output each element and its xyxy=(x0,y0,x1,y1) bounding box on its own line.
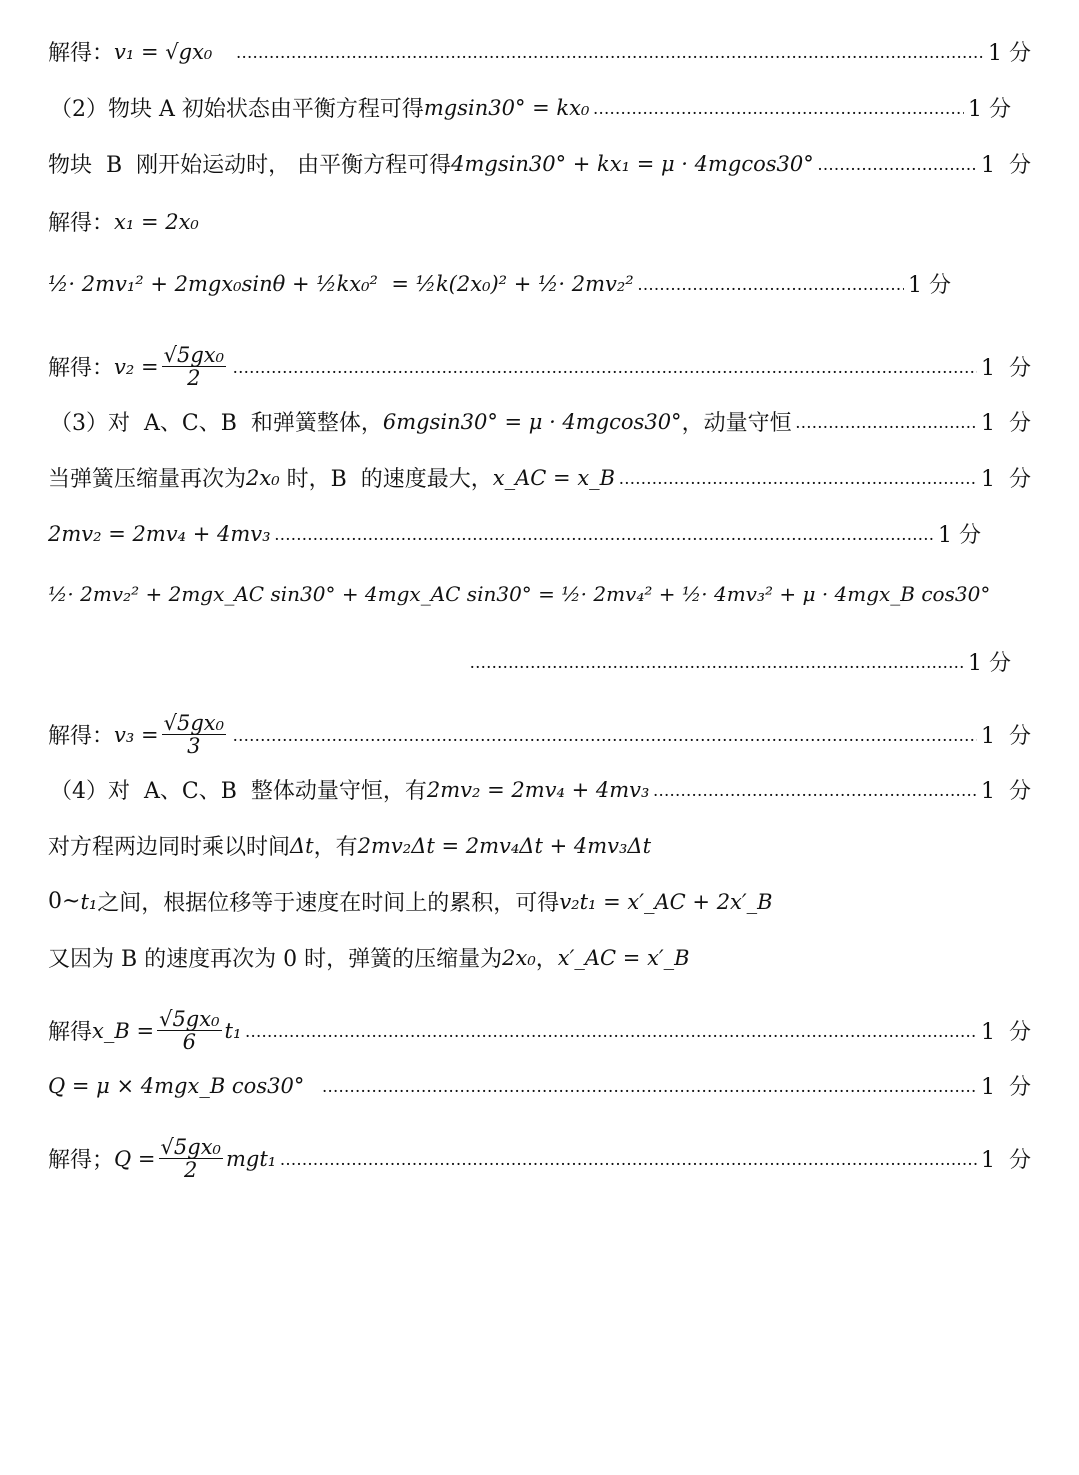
score-label: 1 分 xyxy=(938,523,981,548)
fraction-numerator: √5gx₀ xyxy=(159,1007,220,1031)
fraction xyxy=(162,344,226,389)
answer-line-9 xyxy=(48,518,1031,549)
dot-leader xyxy=(233,356,977,378)
answer-line-8 xyxy=(48,462,1031,493)
answer-line-7 xyxy=(50,406,1031,437)
formula-2: x_AC = x_B xyxy=(492,465,616,490)
score-label: 1 分 xyxy=(981,779,1031,804)
line-prefix: 解得 xyxy=(48,1020,93,1046)
dot-leader xyxy=(280,1148,977,1170)
answer-line-11 xyxy=(470,646,1031,677)
line-prefix: 0~ xyxy=(48,889,81,914)
score-label: 1 分 xyxy=(981,724,1031,750)
line-text: 之间，根据位移等于速度在时间上的累积，可得 xyxy=(97,891,560,916)
answer-line-13 xyxy=(50,774,1031,805)
fraction-denominator: 6 xyxy=(182,1030,196,1055)
line-prefix: 又因为 B 的速度再次为 0 时，弹簧的压缩量为 xyxy=(48,947,503,972)
answer-line-2 xyxy=(50,92,1031,123)
line-prefix: （3）对 A、C、B 和弹簧整体， xyxy=(50,411,383,436)
line-prefix: （2）物块 A 初始状态由平衡方程可得 xyxy=(50,97,424,122)
formula: v₁ = √gx₀ xyxy=(114,39,213,64)
dot-leader xyxy=(245,1020,977,1042)
dot-leader xyxy=(470,651,964,673)
line-prefix: 物块 B 刚开始运动时， 由平衡方程可得 xyxy=(48,153,452,178)
formula: 6mgsin30° = μ · 4mgcos30° xyxy=(382,409,682,434)
line-prefix: 解得： xyxy=(48,211,115,236)
score-label: 1 分 xyxy=(981,1020,1031,1046)
line-text: 时，B 的速度最大， xyxy=(279,467,493,492)
formula: x_B = xyxy=(92,1018,155,1043)
line-prefix: 解得； xyxy=(48,1148,115,1174)
dot-leader xyxy=(236,41,984,63)
dot-leader xyxy=(638,273,904,295)
line-prefix: 解得： xyxy=(48,41,115,66)
fraction-denominator: 2 xyxy=(187,366,201,391)
fraction-numerator: √5gx₀ xyxy=(163,343,225,367)
fraction-numerator: √5gx₀ xyxy=(160,1135,221,1159)
dot-leader xyxy=(322,1075,977,1097)
score-label: 1 分 xyxy=(981,153,1031,178)
score-label: 1 分 xyxy=(981,411,1031,436)
formula: Q = xyxy=(114,1146,156,1171)
formula-2: 2mv₂Δt = 2mv₄Δt + 4mv₃Δt xyxy=(357,833,652,858)
formula: x₁ = 2x₀ xyxy=(114,209,199,234)
answer-line-18 xyxy=(48,1070,1031,1101)
line-text: ，动量守恒 xyxy=(681,411,792,436)
line-prefix: 解得： xyxy=(48,724,115,750)
answer-line-10 xyxy=(48,582,1031,606)
formula: ½· 2mv₂² + 2mgx_AC sin30° + 4mgx_AC sin30° = ½· 2mv₄² + ½· 4mv₃² + μ · 4mgx_B cos30° xyxy=(48,582,991,606)
fraction-denominator: 3 xyxy=(187,734,201,759)
formula: Δt xyxy=(290,833,314,858)
formula: t₁ xyxy=(80,889,98,914)
formula: 4mgsin30° + kx₁ = μ · 4mgcos30° xyxy=(451,151,814,176)
answer-line-12 xyxy=(48,712,1031,757)
fraction-numerator: √5gx₀ xyxy=(163,711,225,735)
dot-leader xyxy=(275,523,934,545)
formula-tail: mgt₁ xyxy=(225,1146,277,1171)
answer-line-15 xyxy=(48,886,1031,917)
dot-leader xyxy=(653,779,977,801)
fraction xyxy=(159,1136,223,1181)
answer-line-16 xyxy=(48,942,1031,973)
score-label: 1 分 xyxy=(968,97,1011,122)
line-text: ， xyxy=(535,947,558,972)
answer-line-19 xyxy=(48,1136,1031,1181)
formula-tail: t₁ xyxy=(224,1018,242,1043)
dot-leader xyxy=(593,97,964,119)
dot-leader xyxy=(233,724,977,746)
dot-leader xyxy=(619,467,977,489)
fraction xyxy=(162,712,226,757)
formula: 2mv₂ = 2mv₄ + 4mv₃ xyxy=(48,521,271,546)
formula-2: x′_AC = x′_B xyxy=(557,945,690,970)
score-label: 1 分 xyxy=(981,467,1031,492)
score-label: 1 分 xyxy=(981,1075,1031,1100)
answer-line-4 xyxy=(48,206,1031,237)
score-label: 1 分 xyxy=(908,273,951,298)
formula: mgsin30° = kx₀ xyxy=(423,95,590,120)
score-label: 1 分 xyxy=(981,356,1031,382)
answer-line-6 xyxy=(48,344,1031,389)
line-prefix: 对方程两边同时乘以时间 xyxy=(48,835,291,860)
answer-line-17 xyxy=(48,1008,1031,1053)
formula: v₂ = xyxy=(114,354,159,379)
dot-leader xyxy=(818,153,977,175)
dot-leader xyxy=(796,411,977,433)
score-label: 1 分 xyxy=(988,41,1031,66)
answer-line-5 xyxy=(48,268,1031,299)
line-text: ，有 xyxy=(313,835,358,860)
line-prefix: （4）对 A、C、B 整体动量守恒，有 xyxy=(50,779,427,804)
formula: 2x₀ xyxy=(502,945,536,970)
score-label: 1 分 xyxy=(968,651,1011,676)
fraction-denominator: 2 xyxy=(184,1158,198,1183)
line-prefix: 解得： xyxy=(48,356,115,382)
formula-2: v₂t₁ = x′_AC + 2x′_B xyxy=(559,889,773,914)
formula: Q = μ × 4mgx_B cos30° xyxy=(48,1073,305,1098)
fraction xyxy=(157,1008,221,1053)
formula: v₃ = xyxy=(114,722,159,747)
formula: 2x₀ xyxy=(246,465,280,490)
formula: 2mv₂ = 2mv₄ + 4mv₃ xyxy=(426,777,650,802)
answer-line-1 xyxy=(48,36,1031,67)
score-label: 1 分 xyxy=(981,1148,1031,1174)
answer-line-14 xyxy=(48,830,1031,861)
formula: ½· 2mv₁² + 2mgx₀sinθ + ½kx₀² = ½k(2x₀)² + ½· 2mv₂² xyxy=(48,271,634,296)
answer-line-3 xyxy=(48,148,1031,179)
line-prefix: 当弹簧压缩量再次为 xyxy=(48,467,247,492)
